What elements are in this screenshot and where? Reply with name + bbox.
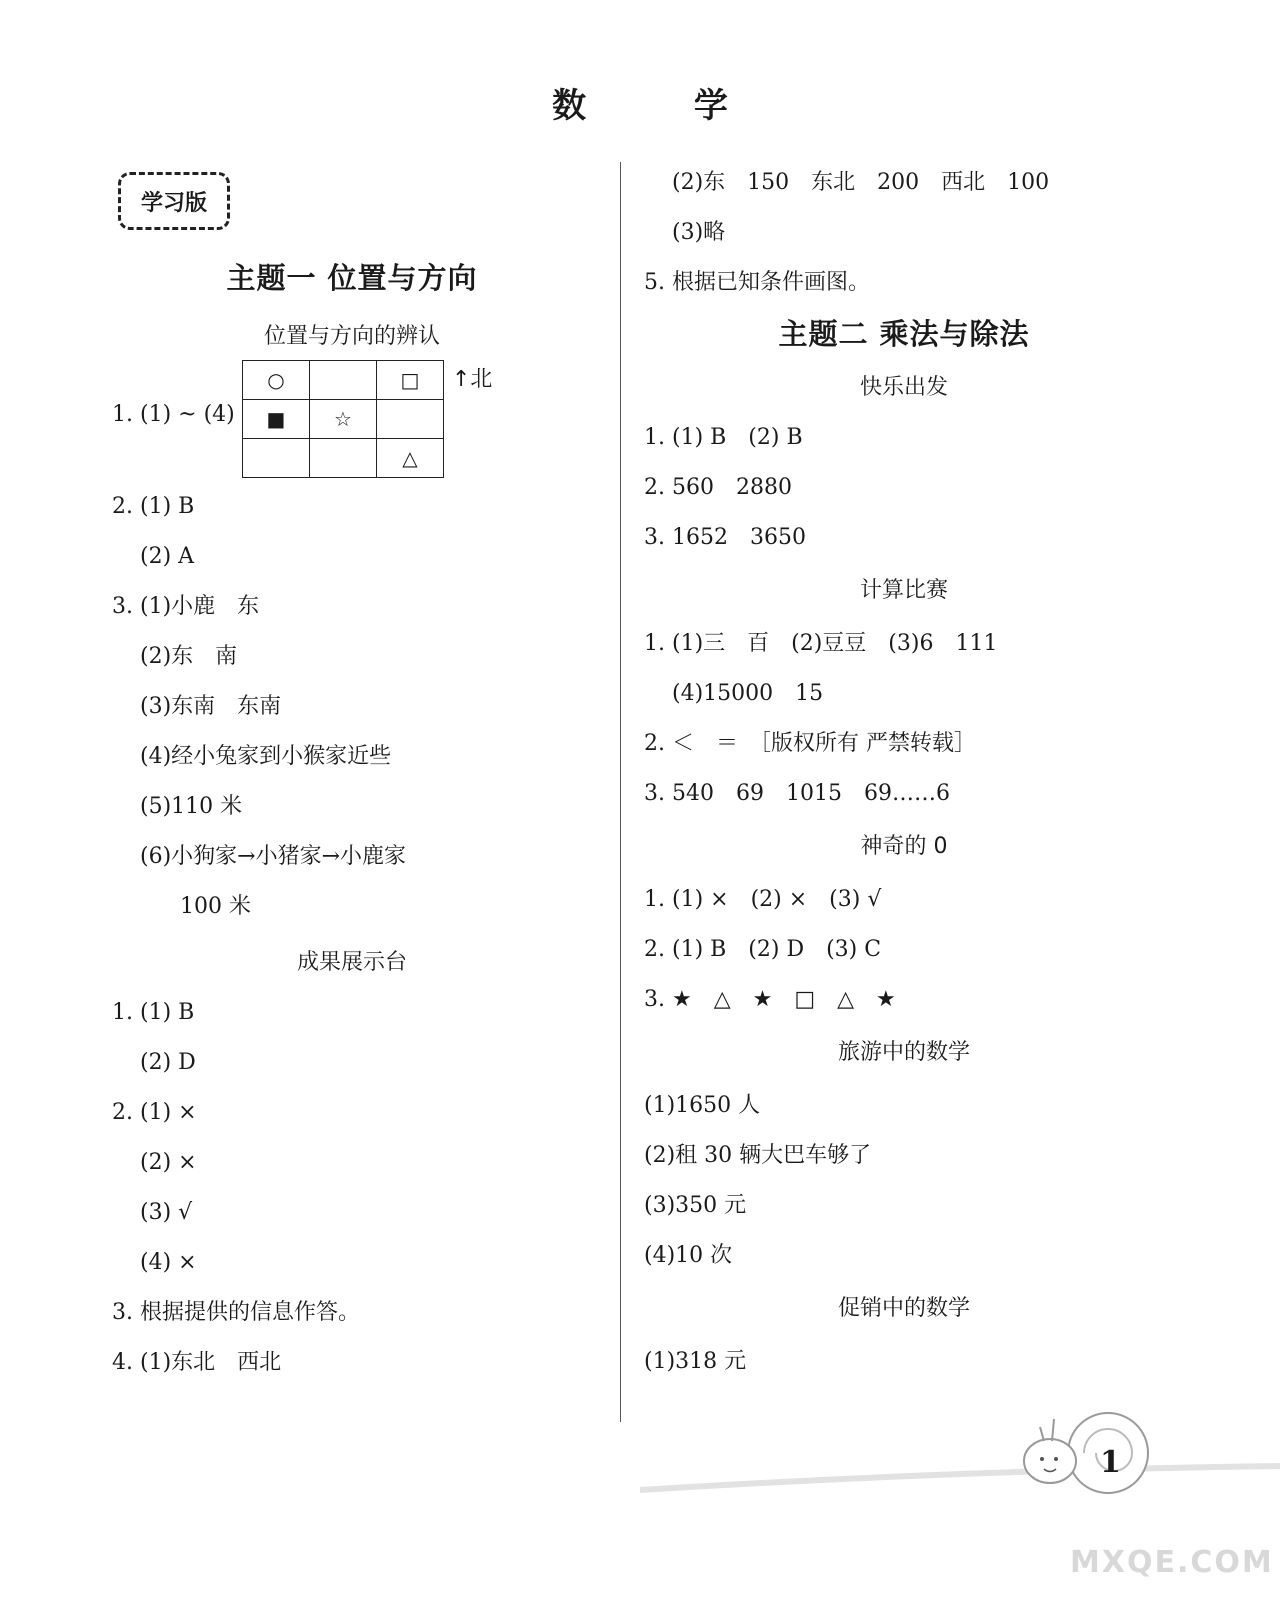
answer-line: (3)东南 东南 xyxy=(140,694,282,719)
theme-title: 主题二 乘法与除法 xyxy=(778,317,1030,351)
answer-list xyxy=(644,875,1244,1025)
answer-line: (4)15000 15 xyxy=(672,681,824,706)
answer-line: 3. 540 69 1015 69……6 xyxy=(644,781,950,806)
answer-line: 3. ★ △ ★ □ △ ★ xyxy=(644,987,896,1012)
answer-line: (1)1650 人 xyxy=(644,1093,761,1118)
grid-cell: ○ xyxy=(243,361,310,400)
section-heading: 旅游中的数学 xyxy=(837,1040,970,1065)
answer-line: (4) × xyxy=(140,1250,197,1275)
answer-line: (6)小狗家→小猪家→小鹿家 xyxy=(140,844,407,869)
answer-line: 3. (1)小鹿 东 xyxy=(112,594,260,619)
right-column xyxy=(644,158,1244,1387)
answer-line: (5)110 米 xyxy=(140,794,243,819)
answer-line: 5. 根据已知条件画图。 xyxy=(644,270,870,295)
grid-cell xyxy=(243,439,310,478)
answer-line: (2)租 30 辆大巴车够了 xyxy=(644,1143,872,1168)
grid-cell: ☆ xyxy=(310,400,377,439)
snail-icon xyxy=(1010,1405,1170,1515)
answer-list xyxy=(644,1337,1244,1387)
grid-cell: △ xyxy=(377,439,444,478)
answer-line: 1. (1)三 百 (2)豆豆 (3)6 111 xyxy=(644,631,998,656)
grid-cell: ■ xyxy=(243,400,310,439)
page-title: 数 学 xyxy=(552,86,776,126)
left-column xyxy=(112,256,592,1388)
answer-line: 1. (1) B xyxy=(112,1000,195,1025)
grid-question xyxy=(112,350,592,482)
answer-list xyxy=(644,413,1244,563)
answer-line: (3)350 元 xyxy=(644,1193,747,1218)
answer-line: 2. 560 2880 xyxy=(644,475,792,500)
answer-line: (2) A xyxy=(140,544,195,569)
answer-list xyxy=(644,1081,1244,1281)
answer-line: (2) × xyxy=(140,1150,197,1175)
north-arrow: ↑北 xyxy=(452,367,493,392)
answer-line: 2. (1) B xyxy=(112,494,195,519)
answer-line: 4. (1)东北 西北 xyxy=(112,1350,282,1375)
answer-list xyxy=(112,482,592,932)
answer-line: 2. (1) × xyxy=(112,1100,197,1125)
position-grid xyxy=(242,360,444,478)
watermark: MXQE.COM xyxy=(1070,1545,1274,1580)
answer-line: 100 米 xyxy=(180,894,251,919)
answer-line: (2)东 150 东北 200 西北 100 xyxy=(672,170,1050,195)
grid-cell xyxy=(310,439,377,478)
answer-list xyxy=(644,158,1244,308)
grid-cell: □ xyxy=(377,361,444,400)
answer-line: 1. (1) × (2) × (3) √ xyxy=(644,887,882,912)
answer-line: (3)略 xyxy=(672,220,726,245)
answer-line: 3. 根据提供的信息作答。 xyxy=(112,1300,360,1325)
grid-cell xyxy=(310,361,377,400)
decorative-swoosh xyxy=(640,1460,1280,1500)
answer-line: 1. (1) B (2) B xyxy=(644,425,803,450)
answer-line: (4)10 次 xyxy=(644,1243,733,1268)
column-divider xyxy=(620,162,621,1422)
section-heading: 快乐出发 xyxy=(859,375,948,400)
edition-badge: 学习版 xyxy=(118,172,230,230)
section-heading: 成果展示台 xyxy=(296,950,407,975)
answer-list xyxy=(112,988,592,1388)
answer-line: (1)318 元 xyxy=(644,1349,747,1374)
section-heading: 促销中的数学 xyxy=(837,1296,970,1321)
section-heading: 计算比赛 xyxy=(859,578,948,603)
answer-list xyxy=(644,619,1244,819)
answer-line: 3. 1652 3650 xyxy=(644,525,806,550)
section-heading: 位置与方向的辨认 xyxy=(263,324,440,349)
answer-line: (2)东 南 xyxy=(140,644,238,669)
answer-line: 2. (1) B (2) D (3) C xyxy=(644,937,882,962)
theme-title: 主题一 位置与方向 xyxy=(226,261,478,295)
question-label: 1. (1) ~ (4) xyxy=(112,402,235,427)
answer-line: 2. ＜ ＝ ［版权所有 严禁转载］ xyxy=(644,731,976,756)
section-heading: 神奇的 0 xyxy=(860,834,948,859)
answer-line: (2) D xyxy=(140,1050,196,1075)
grid-cell xyxy=(377,400,444,439)
answer-line: (4)经小兔家到小猴家近些 xyxy=(140,744,392,769)
page-number: 1 xyxy=(1100,1445,1121,1480)
answer-line: (3) √ xyxy=(140,1200,193,1225)
